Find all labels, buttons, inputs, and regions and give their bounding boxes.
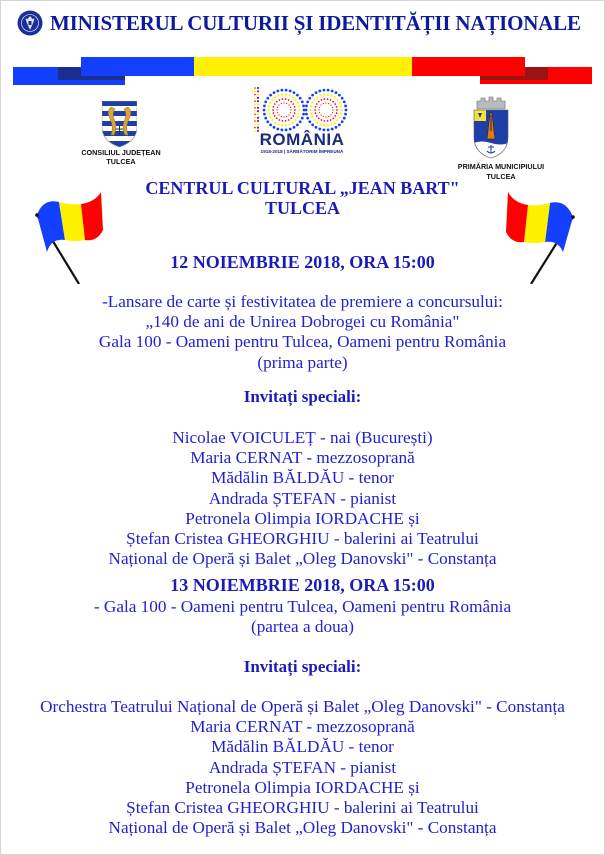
logo-dot bbox=[309, 109, 311, 111]
logo-dot bbox=[296, 94, 299, 97]
logo-dot bbox=[337, 119, 339, 121]
logo-dot bbox=[285, 120, 287, 122]
county-council-label-line-2: TULCEA bbox=[106, 157, 136, 166]
venue-line-2: TULCEA bbox=[264, 198, 340, 218]
logo-dot bbox=[257, 113, 259, 115]
logo-dot bbox=[254, 124, 256, 126]
logo-dot bbox=[314, 109, 316, 111]
logo-dot bbox=[332, 109, 333, 110]
logo-dot bbox=[336, 106, 338, 108]
logo-dot bbox=[269, 116, 271, 118]
logo-dot bbox=[290, 101, 292, 103]
logo-dot bbox=[335, 91, 338, 94]
logo-dot bbox=[311, 123, 314, 126]
logo-dot bbox=[286, 116, 287, 117]
logo-dot bbox=[257, 94, 259, 96]
logo-dot bbox=[257, 107, 259, 109]
logo-dot bbox=[257, 97, 259, 99]
logo-dot bbox=[323, 94, 325, 96]
logo-dot bbox=[330, 114, 331, 115]
logo-dot bbox=[288, 123, 290, 125]
tulcea-county-coat-of-arms-icon bbox=[102, 101, 137, 147]
logo-dot bbox=[321, 119, 323, 121]
logo-dot bbox=[257, 100, 259, 102]
day1-description-line: -Lansare de carte și festivitatea de premiere a concursului: bbox=[102, 292, 503, 311]
logo-dot bbox=[264, 117, 267, 120]
guest-item: Petronela Olimpia IORDACHE și bbox=[185, 508, 420, 528]
logo-dot bbox=[313, 99, 315, 101]
logo-dot bbox=[288, 104, 289, 105]
tulcea-municipality-coat-of-arms-icon bbox=[471, 95, 511, 159]
logo-dot bbox=[285, 124, 287, 126]
logo-dot bbox=[290, 107, 291, 108]
logo-dot bbox=[269, 123, 272, 126]
logo-dot bbox=[257, 110, 259, 112]
day1-description-line: „140 de ani de Unirea Dobrogei cu România" bbox=[145, 312, 460, 332]
logo-dot bbox=[339, 116, 341, 118]
logo-dot bbox=[344, 104, 347, 107]
logo-dot bbox=[294, 109, 296, 111]
logo-dot bbox=[279, 99, 281, 101]
logo-dot bbox=[338, 94, 341, 97]
logo-dot bbox=[274, 122, 276, 124]
logo-dot bbox=[331, 90, 334, 93]
logo-dot bbox=[305, 109, 308, 112]
guest-item: Mădălin BĂLDĂU - tenor bbox=[211, 468, 394, 488]
logo-dot bbox=[301, 117, 304, 120]
logo-dot bbox=[330, 123, 332, 125]
logo-dot bbox=[323, 103, 324, 104]
logo-dot bbox=[327, 94, 329, 96]
logo-dot bbox=[263, 113, 266, 116]
logo-dot bbox=[281, 89, 284, 92]
day1-guest-list bbox=[0, 428, 605, 569]
logo-dot bbox=[283, 102, 284, 103]
city-hall-label-line-2: TULCEA bbox=[486, 172, 516, 181]
logo-dot bbox=[269, 102, 271, 104]
logo-dot bbox=[332, 112, 333, 113]
logo-dot bbox=[257, 103, 259, 105]
logo-dot bbox=[263, 109, 266, 112]
logo-dot bbox=[278, 104, 279, 105]
logo-dot bbox=[273, 91, 276, 94]
logo-dot bbox=[323, 116, 324, 117]
logo-dot bbox=[334, 103, 336, 105]
logo-dot bbox=[310, 113, 312, 115]
logo-dot bbox=[276, 101, 278, 103]
logo-dot bbox=[302, 104, 305, 107]
logo-dot bbox=[274, 103, 276, 105]
day1-description-line: Gala 100 - Oameni pentru Tulcea, Oameni pentru România bbox=[98, 332, 507, 352]
logo-dot bbox=[295, 99, 297, 101]
logo-dot bbox=[320, 114, 321, 115]
band-red bbox=[412, 57, 525, 76]
logo-dot bbox=[283, 116, 284, 117]
city-hall-label-line-1: PRIMĂRIA MUNICIPIULUI bbox=[457, 162, 545, 171]
logo-dot bbox=[277, 107, 278, 108]
romania-100-wordmark: ROMÂNIA bbox=[259, 130, 345, 149]
logo-dot bbox=[294, 106, 296, 108]
logo-dot bbox=[332, 101, 334, 103]
logo-dot bbox=[315, 112, 317, 114]
logo-dot bbox=[254, 100, 256, 102]
band-yellow bbox=[194, 57, 412, 76]
logo-dot bbox=[319, 107, 320, 108]
day2-guests-heading: Invitați speciali: bbox=[243, 657, 362, 676]
logo-dot bbox=[305, 113, 308, 116]
logo-dot bbox=[337, 99, 339, 101]
guest-item: Andrada ȘTEFAN - pianist bbox=[208, 488, 397, 508]
logo-dot bbox=[293, 91, 296, 94]
logo-dot bbox=[327, 98, 329, 100]
logo-dot bbox=[332, 117, 334, 119]
logo-dot bbox=[332, 107, 333, 108]
logo-dot bbox=[257, 127, 259, 129]
logo-dot bbox=[310, 105, 312, 107]
logo-dot bbox=[313, 119, 315, 121]
romania-100-logo-icon bbox=[250, 85, 354, 135]
venue-title bbox=[0, 178, 605, 218]
logo-dot bbox=[281, 124, 283, 126]
logo-dot bbox=[267, 109, 269, 111]
logo-dot bbox=[316, 96, 318, 98]
logo-dot bbox=[321, 99, 323, 101]
logo-dot bbox=[281, 103, 282, 104]
logo-dot bbox=[327, 124, 329, 126]
logo-dot bbox=[285, 89, 288, 92]
guest-item: Maria CERNAT - mezzosoprană bbox=[190, 448, 415, 468]
logo-dot bbox=[323, 124, 325, 126]
logo-dot bbox=[281, 116, 282, 117]
logo-dot bbox=[338, 123, 341, 126]
logo-dot bbox=[285, 94, 287, 96]
ministry-title: MINISTERUL CULTURII ȘI IDENTITĂȚII NAȚIONALE bbox=[50, 11, 581, 35]
logo-dot bbox=[290, 109, 291, 110]
logo-dot bbox=[316, 115, 318, 117]
logo-dot bbox=[327, 120, 329, 122]
logo-dot bbox=[296, 123, 299, 126]
logo-dot bbox=[266, 120, 269, 123]
logo-dot bbox=[277, 123, 279, 125]
logo-dot bbox=[298, 105, 300, 107]
logo-dot bbox=[277, 112, 278, 113]
logo-dot bbox=[254, 104, 256, 106]
county-council-label bbox=[65, 148, 177, 166]
logo-dot bbox=[335, 126, 338, 129]
guest-item: Național de Operă și Balet „Oleg Danovski" - Constanța bbox=[108, 549, 497, 569]
logo-dot bbox=[288, 119, 290, 121]
logo-dot bbox=[263, 104, 266, 107]
logo-dot bbox=[302, 113, 305, 116]
logo-dot bbox=[320, 104, 321, 105]
logo-dot bbox=[319, 112, 320, 113]
logo-dot bbox=[315, 126, 318, 129]
logo-dot bbox=[268, 113, 270, 115]
guest-item: Național de Operă și Balet „Oleg Danovski" - Constanța bbox=[108, 818, 497, 838]
logo-dot bbox=[340, 105, 342, 107]
logo-dot bbox=[271, 119, 273, 121]
logo-dot bbox=[299, 120, 302, 123]
guest-item: Mădălin BĂLDĂU - tenor bbox=[211, 737, 394, 757]
logo-dot bbox=[298, 109, 300, 111]
logo-dot bbox=[281, 94, 283, 96]
logo-dot bbox=[257, 90, 259, 92]
logo-dot bbox=[292, 96, 294, 98]
logo-dot bbox=[257, 117, 259, 119]
logo-dot bbox=[324, 98, 326, 100]
government-of-romania-seal-icon bbox=[17, 10, 43, 36]
logo-dot bbox=[330, 94, 332, 96]
logo-dot bbox=[288, 99, 290, 101]
logo-dot bbox=[272, 109, 274, 111]
logo-dot bbox=[298, 113, 300, 115]
day2-date: 13 NOIEMBRIE 2018, ORA 15:00 bbox=[170, 575, 435, 595]
romania-100-tagline: 1918-2018 | SĂRBĂTORIM ÎMPREUNĂ bbox=[260, 149, 344, 154]
county-council-label-line-1: CONSILIUL JUDEȚEAN bbox=[81, 148, 161, 157]
logo-dot bbox=[336, 109, 338, 111]
logo-dot bbox=[268, 105, 270, 107]
day2-description-line: - Gala 100 - Oameni pentru Tulcea, Oameni pentru România bbox=[93, 597, 512, 616]
logo-dot bbox=[306, 100, 309, 103]
logo-dot bbox=[306, 117, 309, 120]
logo-dot bbox=[311, 102, 313, 104]
logo-dot bbox=[334, 96, 336, 98]
logo-dot bbox=[328, 116, 329, 117]
logo-dot bbox=[285, 98, 287, 100]
logo-dot bbox=[254, 87, 256, 89]
logo-dot bbox=[301, 100, 304, 103]
logo-dot bbox=[292, 103, 294, 105]
logo-dot bbox=[341, 97, 344, 100]
venue-line-1: CENTRUL CULTURAL „JEAN BART" bbox=[145, 178, 460, 198]
logo-dot bbox=[318, 117, 320, 119]
logo-dot bbox=[305, 104, 308, 107]
logo-dot bbox=[273, 112, 275, 114]
guest-item: Ștefan Cristea GHEORGHIU - balerini ai Teatrului bbox=[126, 798, 479, 818]
logo-dot bbox=[290, 112, 291, 113]
logo-dot bbox=[319, 94, 321, 96]
logo-dot bbox=[254, 120, 256, 122]
logo-dot bbox=[345, 109, 348, 112]
logo-dot bbox=[315, 106, 317, 108]
day2-description bbox=[0, 597, 605, 637]
logo-dot bbox=[252, 90, 254, 92]
logo-dot bbox=[340, 109, 342, 111]
day1-description-line: (prima parte) bbox=[257, 352, 348, 372]
logo-dot bbox=[319, 123, 321, 125]
logo-dot bbox=[274, 115, 276, 117]
logo-dot bbox=[254, 94, 256, 96]
logo-dot bbox=[343, 100, 346, 103]
logo-dot bbox=[271, 99, 273, 101]
band-blue bbox=[81, 57, 194, 76]
logo-dot bbox=[318, 90, 321, 93]
guest-item: Nicolae VOICULEȚ - nai (București) bbox=[172, 428, 433, 447]
logo-dot bbox=[276, 90, 279, 93]
logo-dot bbox=[254, 110, 256, 112]
logo-dot bbox=[257, 87, 259, 89]
logo-dot bbox=[340, 113, 342, 115]
day1-description bbox=[0, 292, 605, 373]
day1-guests-heading: Invitați speciali: bbox=[243, 387, 362, 406]
logo-dot bbox=[273, 106, 275, 108]
logo-dot bbox=[330, 99, 332, 101]
logo-dot bbox=[254, 114, 256, 116]
logo-dot bbox=[289, 90, 292, 93]
logo-dot bbox=[282, 120, 284, 122]
logo-dot bbox=[269, 94, 272, 97]
logo-dot bbox=[316, 103, 318, 105]
logo-dot bbox=[316, 122, 318, 124]
logo-dot bbox=[292, 115, 294, 117]
logo-dot bbox=[324, 120, 326, 122]
logo-dot bbox=[325, 116, 326, 117]
logo-dot bbox=[254, 127, 256, 129]
logo-dot bbox=[254, 107, 256, 109]
logo-dot bbox=[311, 116, 313, 118]
guest-item: Petronela Olimpia IORDACHE și bbox=[185, 777, 420, 797]
logo-dot bbox=[279, 119, 281, 121]
logo-dot bbox=[276, 109, 277, 110]
logo-dot bbox=[327, 89, 330, 92]
logo-dot bbox=[276, 117, 278, 119]
logo-dot bbox=[339, 102, 341, 104]
logo-dot bbox=[311, 94, 314, 97]
day1-date: 12 NOIEMBRIE 2018, ORA 15:00 bbox=[170, 252, 435, 272]
logo-dot bbox=[295, 119, 297, 121]
logo-dot bbox=[344, 113, 347, 116]
logo-dot bbox=[334, 115, 336, 117]
logo-dot bbox=[315, 91, 318, 94]
logo-dot bbox=[257, 120, 259, 122]
logo-dot bbox=[318, 109, 319, 110]
logo-dot bbox=[257, 123, 259, 125]
guest-item: Ștefan Cristea GHEORGHIU - balerini ai Teatrului bbox=[126, 529, 479, 549]
day2-description-line: (partea a doua) bbox=[250, 617, 355, 637]
logo-dot bbox=[323, 89, 326, 92]
logo-dot bbox=[299, 97, 302, 100]
logo-dot bbox=[325, 102, 326, 103]
logo-dot bbox=[334, 122, 336, 124]
logo-dot bbox=[308, 97, 311, 100]
logo-dot bbox=[328, 103, 329, 104]
logo-dot bbox=[330, 104, 331, 105]
logo-dot bbox=[294, 112, 296, 114]
logo-dot bbox=[282, 98, 284, 100]
logo-dot bbox=[254, 117, 256, 119]
logo-dot bbox=[297, 102, 299, 104]
logo-dot bbox=[292, 122, 294, 124]
logo-dot bbox=[318, 101, 320, 103]
logo-dot bbox=[278, 114, 279, 115]
logo-dot bbox=[288, 114, 289, 115]
logo-dot bbox=[343, 117, 346, 120]
logo-dot bbox=[336, 112, 338, 114]
logo-dot bbox=[293, 126, 296, 129]
guest-item: Orchestra Teatrului Național de Operă și Balet „Oleg Danovski" - Constanța bbox=[40, 697, 565, 716]
logo-dot bbox=[254, 97, 256, 99]
logo-dot bbox=[266, 97, 269, 100]
guest-item: Maria CERNAT - mezzosoprană bbox=[190, 717, 415, 737]
logo-dot bbox=[274, 96, 276, 98]
logo-dot bbox=[254, 91, 256, 93]
logo-dot bbox=[330, 119, 332, 121]
logo-dot bbox=[286, 103, 287, 104]
logo-dot bbox=[341, 120, 344, 123]
logo-dot bbox=[290, 117, 292, 119]
logo-dot bbox=[297, 116, 299, 118]
day2-guest-list bbox=[0, 697, 605, 838]
logo-dot bbox=[273, 126, 276, 129]
logo-dot bbox=[308, 120, 311, 123]
logo-dot bbox=[277, 94, 279, 96]
guest-item: Andrada ȘTEFAN - pianist bbox=[208, 757, 397, 777]
logo-dot bbox=[288, 94, 290, 96]
logo-dot bbox=[264, 100, 267, 103]
